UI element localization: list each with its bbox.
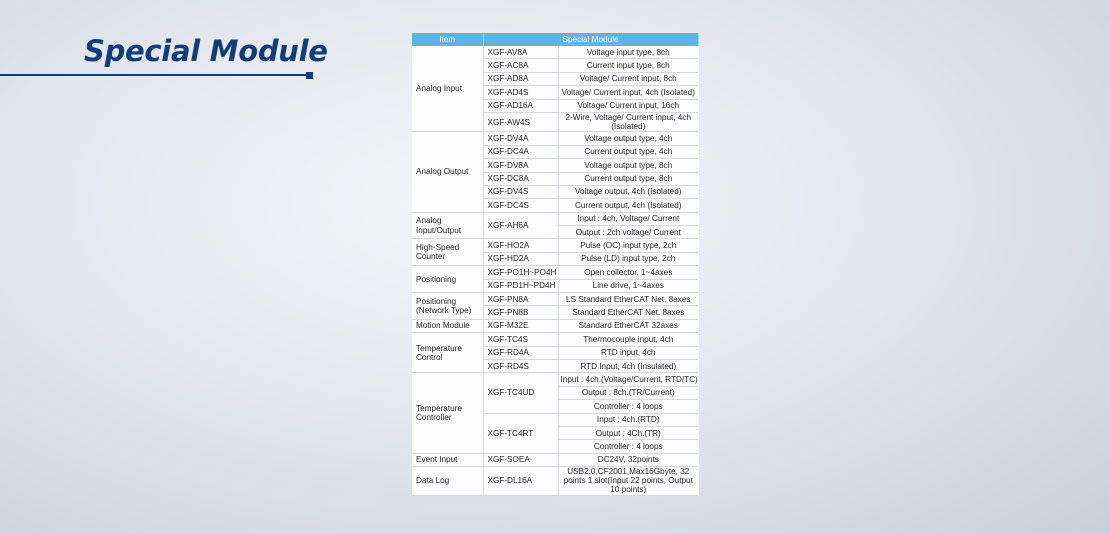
item-cell: Positioning [412, 266, 483, 293]
table-row [412, 46, 698, 59]
model-cell: XGF-AV8A [483, 46, 558, 59]
model-cell: XGF-AD16A [483, 99, 558, 112]
table-body [412, 46, 698, 495]
table-row [412, 467, 698, 496]
model-cell: XGF-PN8A [483, 293, 558, 306]
header-special-module: Special Module [483, 33, 698, 46]
model-cell: XGF-AD4S [483, 86, 558, 99]
item-cell: Analog Input/Output [412, 212, 483, 239]
description-cell: Current output, 4ch (Isolated) [558, 199, 698, 212]
table-row [412, 373, 698, 386]
page-title: Special Module [84, 34, 328, 68]
model-cell: XGF-RD4A [483, 346, 558, 359]
description-cell: Pulse (LD) input type, 2ch [558, 252, 698, 265]
description-cell: Voltage/ Current input, 4ch (Isolated) [558, 86, 698, 99]
description-cell: RTD input, 4ch [558, 346, 698, 359]
table-row [412, 453, 698, 466]
description-cell: Voltage output type, 4ch [558, 132, 698, 145]
title-underline-cap [306, 72, 313, 79]
description-cell: Open collector, 1~4axes [558, 266, 698, 279]
model-cell: XGF-PD1H~PD4H [483, 279, 558, 292]
model-cell: XGF-TC4RT [483, 413, 558, 453]
model-cell: XGF-DL16A [483, 467, 558, 496]
model-cell: XGF-SOEA [483, 453, 558, 466]
description-cell: USB2.0,CF2001,Max16Gbyte, 32 points 1 slot(Input 22 points, Output 10 points) [558, 467, 698, 496]
model-cell: XGF-PN8B [483, 306, 558, 319]
description-cell: Controller : 4 loops [558, 440, 698, 453]
item-cell: Temperature Control [412, 333, 483, 373]
description-cell: Voltage/ Current input, 8ch [558, 72, 698, 85]
model-cell: XGF-DV8A [483, 159, 558, 172]
description-cell: Standard EtherCAT Net. 8axes [558, 306, 698, 319]
table-row [412, 293, 698, 306]
description-cell: Output : 8ch.(TR/Current) [558, 386, 698, 399]
description-cell: Voltage output, 4ch (Isolated) [558, 185, 698, 198]
description-cell: Current output type, 8ch [558, 172, 698, 185]
table-row [412, 239, 698, 252]
description-cell: Controller : 4 loops [558, 400, 698, 413]
header-item: Item [412, 33, 483, 46]
description-cell: Current input type, 8ch [558, 59, 698, 72]
description-cell: Voltage output type, 8ch [558, 159, 698, 172]
title-underline [0, 74, 310, 76]
item-cell: Motion Module [412, 319, 483, 332]
item-cell: Analog Input [412, 46, 483, 132]
item-cell: Event Input [412, 453, 483, 466]
model-cell: XGF-PO1H~PO4H [483, 266, 558, 279]
item-cell: Data Log [412, 467, 483, 496]
special-module-table [412, 33, 699, 496]
model-cell: XGF-DV4S [483, 185, 558, 198]
description-cell: Voltage/ Current input, 16ch [558, 99, 698, 112]
table-row [412, 212, 698, 225]
description-cell: Input : 4ch.(Voltage/Current, RTD/TC) [558, 373, 698, 386]
description-cell: 2-Wire, Voltage/ Current input, 4ch (Isolated) [558, 112, 698, 131]
model-cell: XGF-RD4S [483, 359, 558, 372]
item-cell: Analog Output [412, 132, 483, 212]
item-cell: Positioning (Network Type) [412, 293, 483, 320]
description-cell: Input : 4ch, Voltage/ Current [558, 212, 698, 225]
model-cell: XGF-DC4S [483, 199, 558, 212]
description-cell: Thermocouple input, 4ch [558, 333, 698, 346]
model-cell: XGF-AW4S [483, 112, 558, 131]
model-cell: XGF-DC4A [483, 145, 558, 158]
model-cell: XGF-DV4A [483, 132, 558, 145]
description-cell: DC24V, 32points [558, 453, 698, 466]
model-cell: XGF-HO2A [483, 239, 558, 252]
description-cell: Pulse (OC) input type, 2ch [558, 239, 698, 252]
model-cell: XGF-AC8A [483, 59, 558, 72]
model-cell: XGF-M32E [483, 319, 558, 332]
description-cell: Input : 4ch.(RTD) [558, 413, 698, 426]
model-cell: XGF-DC8A [483, 172, 558, 185]
table-row [412, 333, 698, 346]
description-cell: Current output type, 4ch [558, 145, 698, 158]
table-row [412, 266, 698, 279]
description-cell: Standard EtherCAT 32axes [558, 319, 698, 332]
model-cell: XGF-AD8A [483, 72, 558, 85]
table-header-row [412, 33, 698, 46]
model-cell: XGF-HD2A [483, 252, 558, 265]
model-cell: XGF-AH6A [483, 212, 558, 239]
model-cell: XGF-TC4S [483, 333, 558, 346]
description-cell: Output : 4Ch.(TR) [558, 426, 698, 439]
description-cell: Line drive, 1~4axes [558, 279, 698, 292]
model-cell: XGF-TC4UD [483, 373, 558, 413]
description-cell: Output : 2ch voltage/ Current [558, 226, 698, 239]
item-cell: Temperature Controller [412, 373, 483, 453]
description-cell: RTD Input, 4ch (Insulated) [558, 359, 698, 372]
description-cell: Voltage input type, 8ch [558, 46, 698, 59]
table-row [412, 319, 698, 332]
description-cell: LS Standard EtherCAT Net. 8axes [558, 293, 698, 306]
item-cell: High-Speed Counter [412, 239, 483, 266]
table-row [412, 132, 698, 145]
